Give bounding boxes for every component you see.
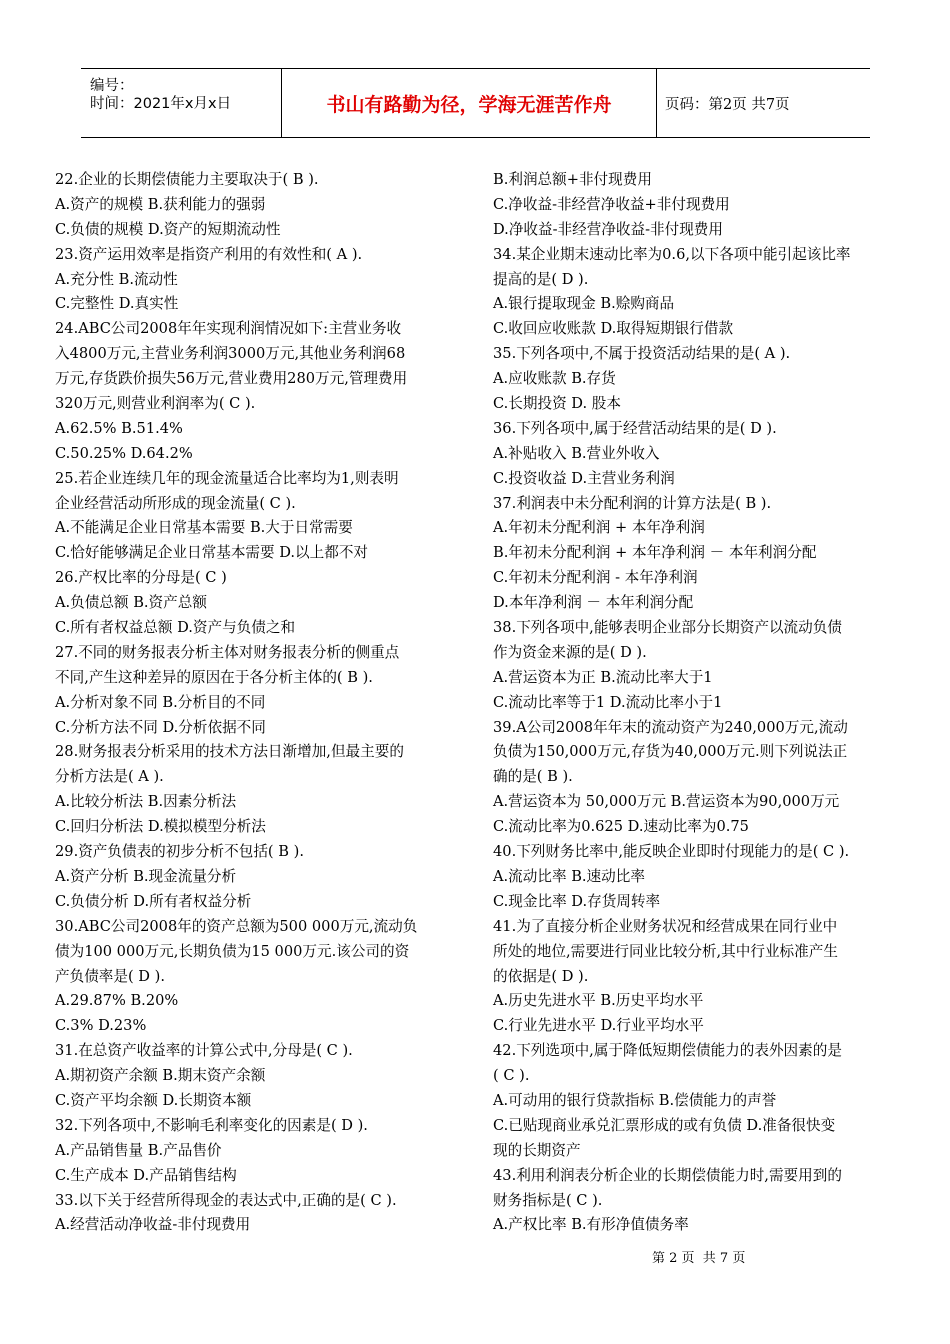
text-line: A.资产分析 B.现金流量分析: [55, 867, 237, 885]
text-line: A.应收账款 B.存货: [493, 370, 616, 388]
page-footer: 第 2 页 共 7 页: [652, 1251, 746, 1266]
text-line: A.补贴收入 B.营业外收入: [493, 444, 660, 462]
header-info: [81, 69, 281, 137]
text-line: C.完整性 D.真实性: [55, 295, 179, 313]
text-line: C.50.25% D.64.2%: [55, 444, 193, 462]
text-line: A.营运资本为 50,000万元 B.营运资本为90,000万元: [493, 793, 840, 811]
text-line: A.流动比率 B.速动比率: [493, 867, 645, 885]
left-column: [55, 168, 463, 1238]
text-line: C.长期投资 D. 股本: [493, 395, 621, 413]
text-line: C.3% D.23%: [55, 1017, 147, 1035]
text-line: 31.在总资产收益率的计算公式中,分母是( C ).: [55, 1042, 353, 1060]
text-line: 32.下列各项中,不影响毛利率变化的因素是( D ).: [55, 1116, 368, 1134]
text-line: 确的是( B ).: [493, 768, 573, 786]
text-line: 财务指标是( C ).: [493, 1191, 603, 1209]
text-line: C.收回应收账款 D.取得短期银行借款: [493, 320, 734, 338]
text-line: C.净收益-非经营净收益+非付现费用: [493, 195, 730, 213]
text-line: 33.以下关于经营所得现金的表达式中,正确的是( C ).: [55, 1191, 397, 1209]
text-line: A.62.5% B.51.4%: [55, 419, 183, 437]
text-line: C.现金比率 D.存货周转率: [493, 892, 661, 910]
text-line: 39.A公司2008年年末的流动资产为240,000万元,流动: [493, 718, 848, 736]
text-line: A.年初未分配利润 + 本年净利润: [493, 519, 705, 537]
text-line: C.流动比率等于1 D.流动比率小于1: [493, 693, 723, 711]
text-line: A.产权比率 B.有形净值债务率: [493, 1216, 689, 1234]
text-line: 作为资金来源的是( D ).: [493, 643, 647, 661]
text-line: 现的长期资产: [493, 1141, 581, 1159]
text-line: A.比较分析法 B.因素分析法: [55, 793, 237, 811]
text-line: C.资产平均余额 D.长期资本额: [55, 1091, 252, 1109]
text-line: 23.资产运用效率是指资产利用的有效性和( A ).: [55, 245, 363, 263]
text-line: A.资产的规模 B.获利能力的强弱: [55, 195, 266, 213]
text-line: 所处的地位,需要进行同业比较分析,其中行业标准产生: [493, 942, 838, 960]
text-line: A.分析对象不同 B.分析目的不同: [55, 693, 266, 711]
text-line: C.已贴现商业承兑汇票形成的或有负债 D.准备很快变: [493, 1116, 836, 1134]
text-line: C.年初未分配利润 - 本年净利润: [493, 569, 698, 587]
text-line: A.29.87% B.20%: [55, 992, 179, 1010]
text-line: 分析方法是( A ).: [55, 768, 164, 786]
text-line: ( C ).: [493, 1067, 530, 1085]
text-line: A.营运资本为正 B.流动比率大于1: [493, 668, 713, 686]
text-line: 不同,产生这种差异的原因在于各分析主体的( B ).: [55, 668, 373, 686]
text-line: B.年初未分配利润 + 本年净利润 － 本年利润分配: [493, 544, 817, 562]
text-line: A.期初资产余额 B.期末资产余额: [55, 1067, 266, 1085]
text-line: 24.ABC公司2008年年实现利润情况如下:主营业务收: [55, 320, 402, 338]
text-line: 27.不同的财务报表分析主体对财务报表分析的侧重点: [55, 643, 400, 661]
text-line: 38.下列各项中,能够表明企业部分长期资产以流动负债: [493, 619, 842, 637]
text-line: 28.财务报表分析采用的技术方法日渐增加,但最主要的: [55, 743, 404, 761]
doc-time-label: 时间：2021年x月x日: [90, 96, 232, 112]
text-line: A.经营活动净收益-非付现费用: [55, 1216, 251, 1234]
text-line: 26.产权比率的分母是( C ): [55, 569, 227, 587]
text-line: 29.资产负债表的初步分析不包括( B ).: [55, 843, 304, 861]
text-line: 40.下列财务比率中,能反映企业即时付现能力的是( C ).: [493, 843, 850, 861]
text-line: C.分析方法不同 D.分析依据不同: [55, 718, 266, 736]
text-line: A.负债总额 B.资产总额: [55, 594, 207, 612]
right-column: [493, 168, 900, 1238]
text-line: C.负债的规模 D.资产的短期流动性: [55, 220, 281, 238]
text-line: 企业经营活动所形成的现金流量( C ).: [55, 494, 296, 512]
text-line: 入4800万元,主营业务利润3000万元,其他业务利润68: [55, 345, 406, 363]
text-line: C.恰好能够满足企业日常基本需要 D.以上都不对: [55, 544, 369, 562]
text-line: 36.下列各项中,属于经营活动结果的是( D ).: [493, 419, 777, 437]
text-line: 43.利用利润表分析企业的长期偿债能力时,需要用到的: [493, 1166, 842, 1184]
text-line: C.投资收益 D.主营业务利润: [493, 469, 675, 487]
text-line: C.生产成本 D.产品销售结构: [55, 1166, 237, 1184]
text-line: 的依据是( D ).: [493, 967, 589, 985]
text-line: 25.若企业连续几年的现金流量适合比率均为1,则表明: [55, 469, 399, 487]
text-line: C.行业先进水平 D.行业平均水平: [493, 1017, 704, 1035]
doc-number-label: 编号：: [90, 78, 134, 94]
text-line: D.净收益-非经营净收益-非付现费用: [493, 220, 723, 238]
header-motto: 书山有路勤为径，学海无涯苦作舟: [281, 69, 657, 137]
text-line: 负债为150,000万元,存货为40,000万元.则下列说法正: [493, 743, 848, 761]
text-line: A.不能满足企业日常基本需要 B.大于日常需要: [55, 519, 353, 537]
text-line: A.产品销售量 B.产品售价: [55, 1141, 222, 1159]
text-line: C.所有者权益总额 D.资产与负债之和: [55, 619, 296, 637]
text-line: 320万元,则营业利润率为( C ).: [55, 395, 256, 413]
text-line: 万元,存货跌价损失56万元,营业费用280万元,管理费用: [55, 370, 408, 388]
text-line: A.历史先进水平 B.历史平均水平: [493, 992, 704, 1010]
text-line: C.负债分析 D.所有者权益分析: [55, 892, 252, 910]
text-line: 22.企业的长期偿债能力主要取决于( B ).: [55, 171, 319, 188]
text-line: A.银行提取现金 B.赊购商品: [493, 295, 675, 313]
header-page-number: 页码：第2页 共7页: [665, 96, 790, 113]
text-line: 41.为了直接分析企业财务状况和经营成果在同行业中: [493, 917, 838, 935]
text-line: 债为100 000万元,长期负债为15 000万元.该公司的资: [55, 942, 410, 960]
text-line: A.可动用的银行贷款指标 B.偿债能力的声誉: [493, 1091, 777, 1109]
text-line: C.流动比率为0.625 D.速动比率为0.75: [493, 818, 749, 836]
text-line: A.充分性 B.流动性: [55, 270, 178, 288]
text-line: C.回归分析法 D.模拟模型分析法: [55, 818, 266, 836]
page-header: [81, 68, 870, 138]
text-line: 产负债率是( D ).: [55, 967, 165, 985]
text-line: 30.ABC公司2008年的资产总额为500 000万元,流动负: [55, 917, 418, 935]
text-line: 42.下列选项中,属于降低短期偿债能力的表外因素的是: [493, 1042, 842, 1060]
text-line: D.本年净利润 － 本年利润分配: [493, 594, 694, 612]
text-line: 提高的是( D ).: [493, 270, 589, 288]
text-line: 35.下列各项中,不属于投资活动结果的是( A ).: [493, 345, 791, 363]
text-line: 37.利润表中未分配利润的计算方法是( B ).: [493, 494, 772, 512]
text-line: B.利润总额+非付现费用: [493, 171, 652, 188]
text-line: 34.某企业期末速动比率为0.6,以下各项中能引起该比率: [493, 245, 851, 263]
